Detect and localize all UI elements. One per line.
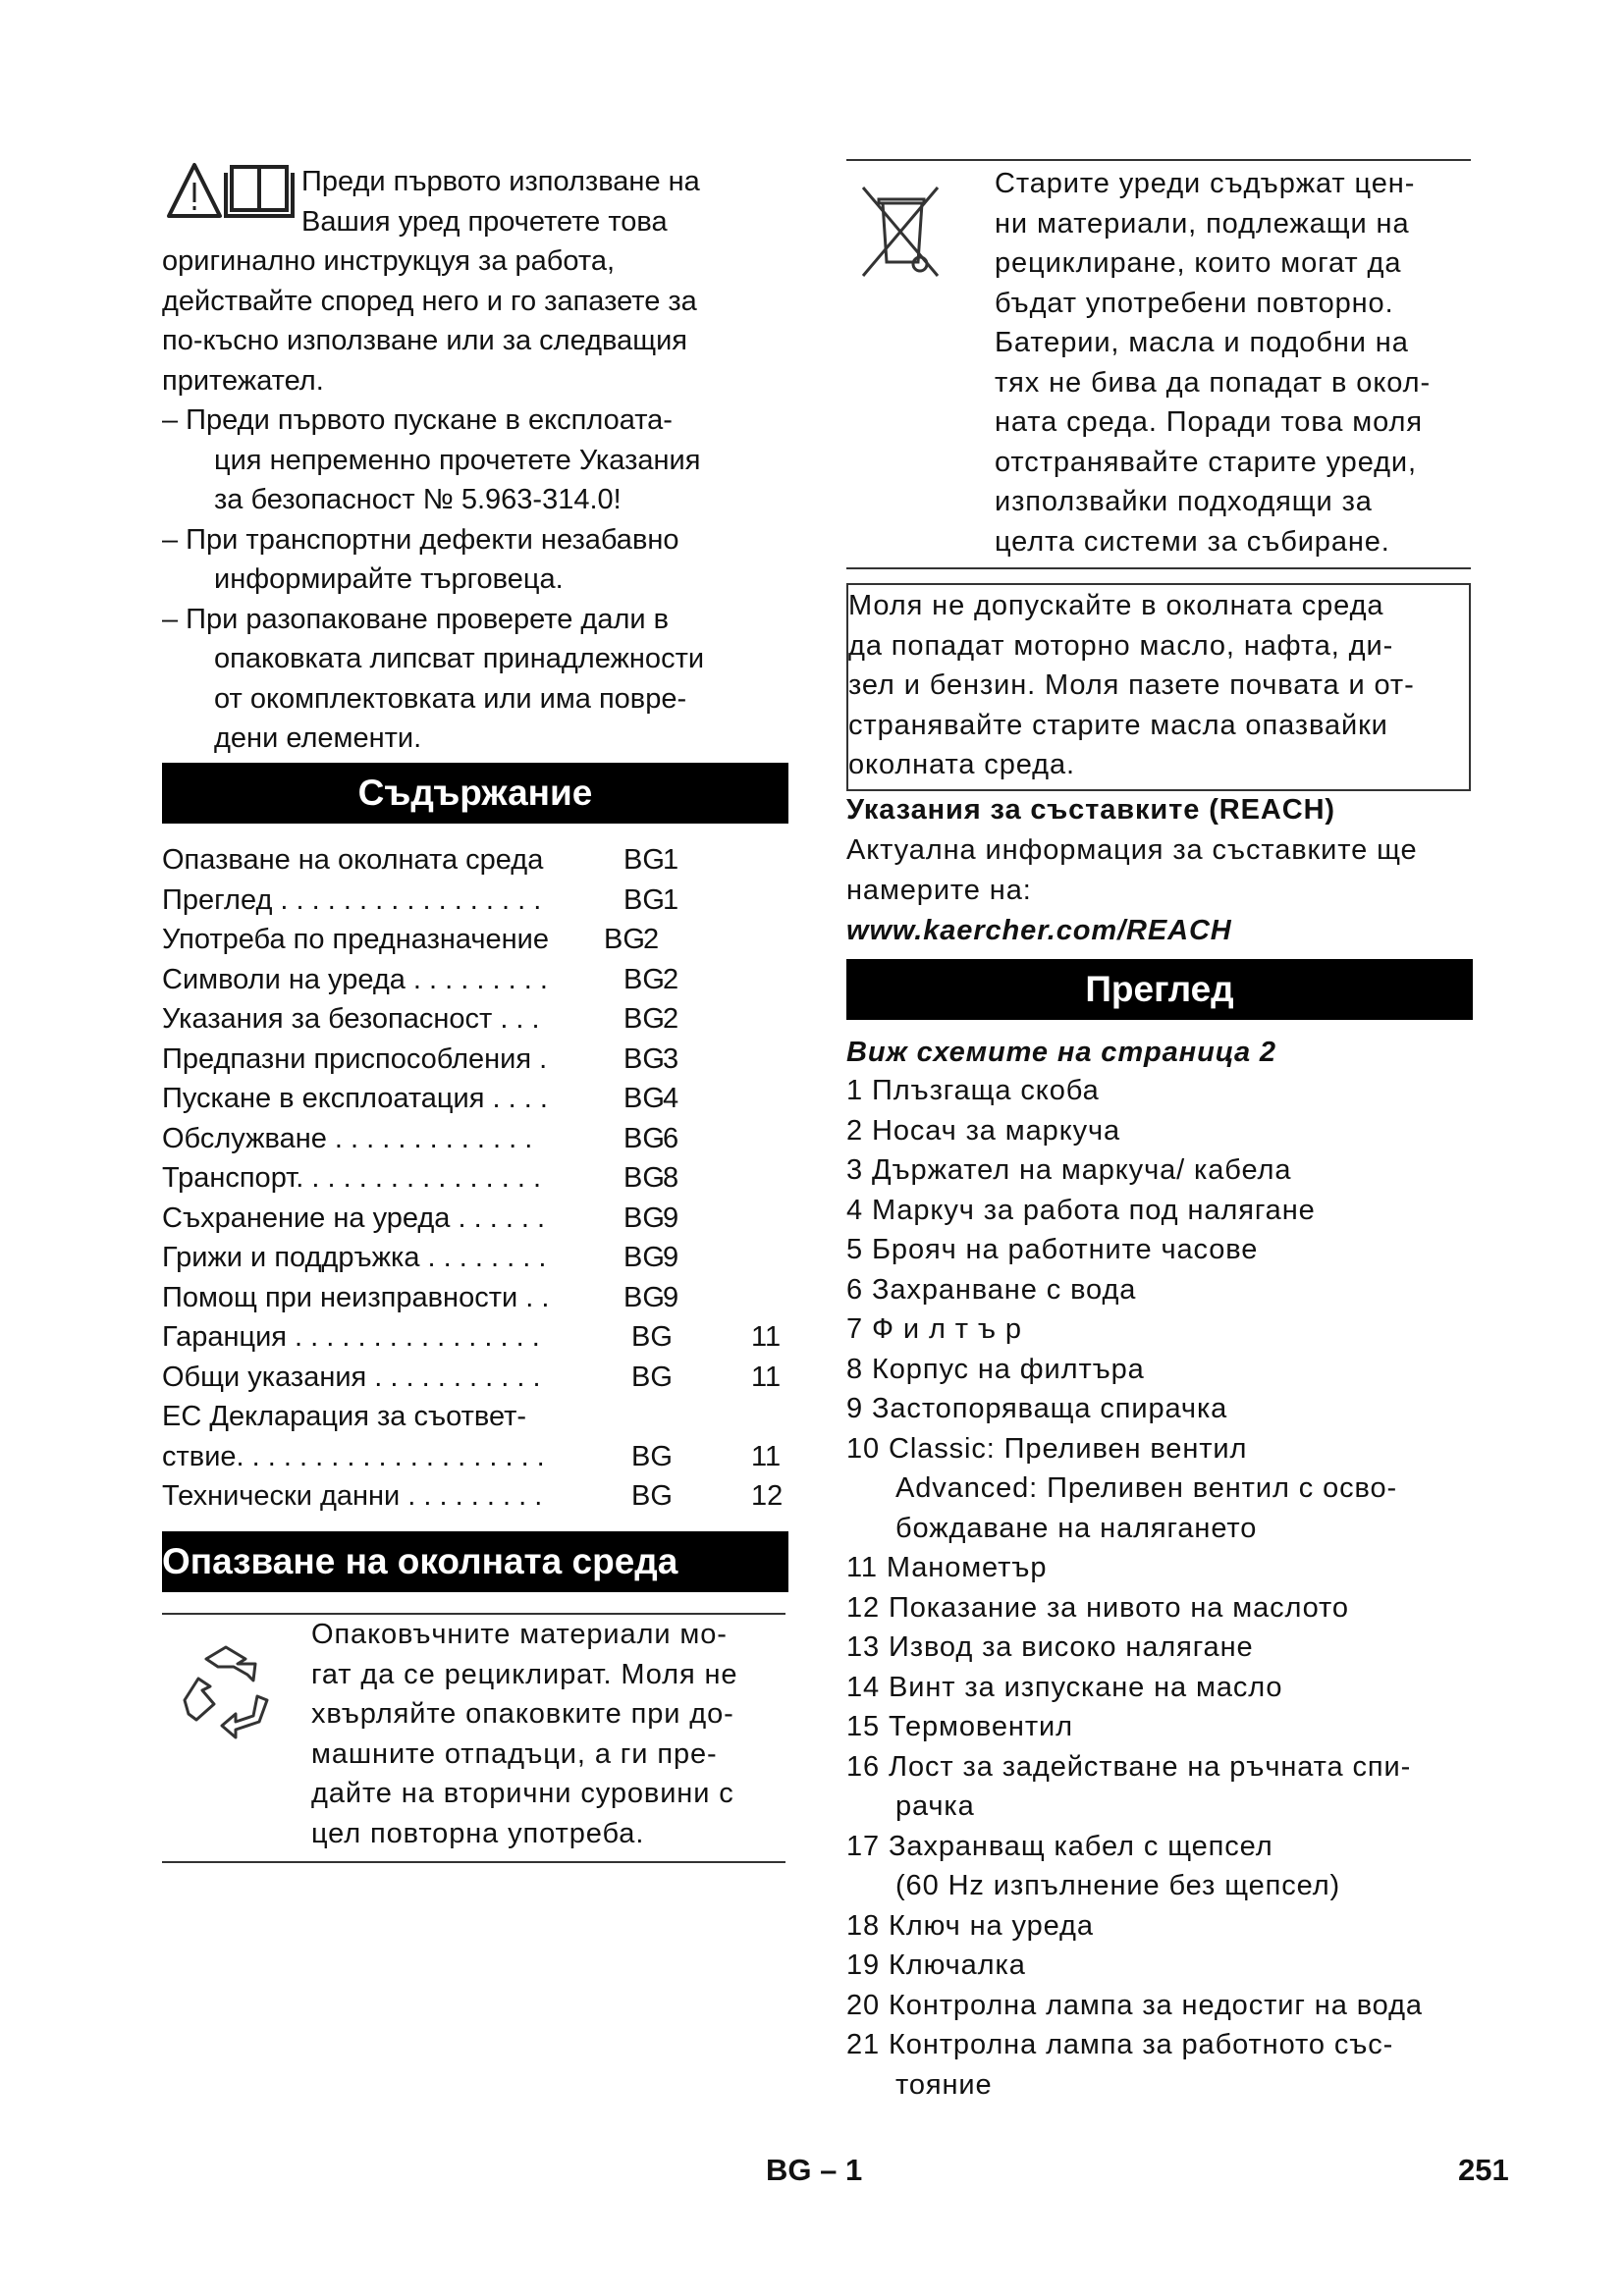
toc-entry[interactable] [162, 840, 790, 881]
toc-entry[interactable] [162, 1397, 790, 1437]
toc-entry-title: Общи указания . . . . . . . . . . . [162, 1361, 541, 1393]
list-item: 21 Контролна лампа за работното със- [846, 2029, 1394, 2060]
list-item: бождаване на налягането [895, 1512, 1258, 1544]
divider [162, 1861, 785, 1863]
text-line: използвайки подходящи за [995, 486, 1373, 517]
text-line: Старите уреди съдържат цен- [995, 168, 1416, 199]
text-line: действайте според него и го запазете за [162, 285, 697, 317]
table-of-contents [162, 840, 790, 1517]
toc-entry-title: Употреба по предназначение [162, 924, 549, 955]
toc-entry-title: Грижи и поддръжка . . . . . . . . [162, 1242, 547, 1273]
toc-entry-title: Предпазни приспособления . [162, 1042, 548, 1075]
list-item: 16 Лост за задействане на ръчната спи- [846, 1750, 1412, 1783]
toc-entry-title: Обслужване . . . . . . . . . . . . . [162, 1122, 533, 1154]
toc-entry[interactable] [162, 999, 790, 1040]
text-line: Вашия уред прочетете това [301, 205, 668, 238]
text-line: ни материали, подлежащи на [995, 207, 1410, 240]
text-line: цел повторна употреба. [311, 1817, 645, 1849]
text-line: от окомплектовката или има повре- [214, 682, 687, 715]
toc-entry-page: 11 [751, 1321, 782, 1353]
toc-entry-page: 12 [751, 1480, 784, 1512]
toc-entry-section: BG [623, 1083, 665, 1114]
text-line: рециклиране, които могат да [995, 247, 1402, 279]
toc-entry-page: 9 [663, 1281, 679, 1313]
toc-entry-title: ствие. . . . . . . . . . . . . . . . . . . . [162, 1440, 545, 1472]
list-item: 13 Извод за високо налягане [846, 1631, 1254, 1663]
intro-text [162, 162, 704, 759]
text-line: да попадат моторно масло, нафта, ди- [848, 629, 1394, 662]
reach-link[interactable]: www.kaercher.com/REACH [846, 915, 1232, 946]
toc-entry-section: BG [623, 883, 665, 916]
toc-entry[interactable] [162, 1119, 790, 1159]
toc-entry-page: 1 [663, 883, 679, 916]
toc-entry[interactable] [162, 920, 790, 960]
toc-entry-section: BG [623, 1162, 665, 1194]
old-devices-text [995, 164, 1431, 561]
list-item: 10 Classic: Преливен вентил [846, 1432, 1248, 1465]
text-line: хвърляйте опаковките при до- [311, 1698, 734, 1730]
crossed-bin-icon [859, 182, 943, 280]
toc-entry-title: Опазване на околната среда [162, 844, 544, 876]
toc-entry-section: BG [623, 844, 665, 876]
toc-entry-page: 6 [663, 1122, 679, 1154]
text-line: Опаковъчните материали мо- [311, 1619, 728, 1650]
text-line: оригинално инструкцуя за работа, [162, 245, 616, 277]
text-line: притежател. [162, 364, 324, 397]
list-item: 9 Застопоряваща спирачка [846, 1393, 1228, 1424]
list-item: 19 Ключалка [846, 1949, 1026, 1981]
toc-entry-section: BG [631, 1361, 673, 1393]
divider [846, 159, 1471, 161]
contents-heading: Съдържание [162, 763, 788, 824]
list-item: рачка [895, 1790, 975, 1822]
list-item: 1 Плъзгаща скоба [846, 1075, 1100, 1106]
list-item: 12 Показание за нивото на маслото [846, 1591, 1349, 1624]
overview-subheading: Виж схемите на страница 2 [846, 1037, 1276, 1068]
text-line: гат да се рециклират. Моля не [311, 1658, 738, 1690]
text-line: ция непременно прочетете Указания [214, 444, 701, 476]
text-line: опаковката липсват принадлежности [214, 643, 705, 674]
toc-entry-section: BG [623, 1122, 665, 1154]
list-item: 2 Носач за маркуча [846, 1114, 1121, 1147]
text-line: – Преди първото пускане в експлоата- [162, 404, 673, 436]
toc-entry-page: 2 [643, 924, 660, 955]
toc-entry-title: Гаранция . . . . . . . . . . . . . . . . [162, 1321, 540, 1353]
divider [846, 567, 1471, 569]
toc-entry-page: 9 [663, 1201, 679, 1234]
environment-heading: Опазване на околната среда [162, 1531, 788, 1592]
text-line: Преди първото използване на [301, 166, 700, 197]
text-line: информирайте търговеца. [214, 563, 564, 595]
toc-entry-section: BG [631, 1321, 673, 1353]
text-line: отстранявайте старите уреди, [995, 446, 1417, 478]
text-line: тях не бива да попадат в окол- [995, 366, 1432, 399]
toc-entry[interactable] [162, 1476, 790, 1517]
toc-entry-page: 8 [663, 1162, 679, 1194]
packaging-recycling-text [311, 1615, 737, 1853]
list-item: 6 Захранване с вода [846, 1273, 1137, 1306]
toc-entry-section: BG [623, 1042, 665, 1075]
list-item: 15 Термовентил [846, 1711, 1073, 1742]
recycle-icon [177, 1639, 275, 1747]
toc-entry-page: 2 [663, 1003, 679, 1035]
toc-entry[interactable] [162, 1238, 790, 1278]
toc-entry-page: 3 [663, 1042, 679, 1075]
toc-entry-page: 11 [751, 1361, 782, 1393]
toc-entry-section: BG [623, 1281, 665, 1313]
list-item: (60 Hz изпълнение без щепсел) [895, 1870, 1341, 1901]
toc-entry[interactable] [162, 1358, 790, 1398]
text-line: странявайте старите масла опазвайки [848, 709, 1388, 741]
text-line: целта системи за събиране. [995, 525, 1390, 558]
toc-entry-title: Транспорт. . . . . . . . . . . . . . . . [162, 1162, 542, 1194]
toc-entry-page: 1 [663, 844, 679, 876]
toc-entry-title: Преглед . . . . . . . . . . . . . . . . . [162, 883, 542, 916]
toc-entry[interactable] [162, 960, 790, 1000]
list-item: 5 Брояч на работните часове [846, 1234, 1259, 1265]
toc-entry-section: BG [623, 1242, 665, 1273]
list-item: 20 Контролна лампа за недостиг на вода [846, 1989, 1423, 2021]
text-line: околната среда. [848, 749, 1075, 780]
list-item: 3 Държател на маркуча/ кабела [846, 1154, 1292, 1186]
toc-entry-page: 2 [663, 963, 679, 995]
text-line: – При разопаковане проверете дали в [162, 603, 670, 635]
text-line: Моля не допускайте в околната среда [848, 590, 1384, 621]
list-item: 11 Манометър [846, 1552, 1048, 1583]
text-line: намерите на: [846, 874, 1032, 906]
toc-entry[interactable] [162, 1040, 790, 1080]
toc-entry-section: BG [631, 1480, 673, 1512]
toc-entry-title: Помощ при неизправности . . [162, 1281, 550, 1313]
toc-entry-title: Съхранение на уреда . . . . . . [162, 1201, 546, 1234]
text-line: – При транспортни дефекти незабавно [162, 523, 679, 556]
toc-entry-title: Символи на уреда . . . . . . . . . [162, 963, 548, 995]
oil-notice-text [848, 586, 1415, 785]
text-line: за безопасност № 5.963-314.0! [214, 484, 622, 515]
toc-entry[interactable] [162, 1199, 790, 1239]
text-line: Актуална информация за съставките ще [846, 834, 1418, 866]
toc-entry-section: BG [623, 1003, 665, 1035]
footer-section-label: BG – 1 [766, 2153, 863, 2187]
reach-text [846, 830, 1418, 910]
overview-heading: Преглед [846, 959, 1473, 1020]
text-line: Батерии, масла и подобни на [995, 327, 1409, 358]
page-number: 251 [1458, 2153, 1509, 2187]
list-item: тояние [895, 2068, 993, 2101]
overview-parts-list [846, 1071, 1423, 2105]
toc-entry-page: 4 [663, 1083, 679, 1114]
text-line: бъдат употребени повторно. [995, 287, 1394, 319]
toc-entry-page: 9 [663, 1242, 679, 1273]
toc-entry-title: ЕС Декларация за съответ- [162, 1401, 527, 1432]
toc-entry-section: BG [623, 963, 665, 995]
list-item: 18 Ключ на уреда [846, 1909, 1094, 1942]
toc-entry[interactable] [162, 1437, 790, 1477]
text-line: машните отпадъци, а ги пре- [311, 1737, 718, 1770]
toc-entry-section: BG [623, 1201, 665, 1234]
text-line: дайте на вторични суровини с [311, 1778, 734, 1809]
list-item: 8 Корпус на филтъра [846, 1353, 1145, 1385]
list-item: 7 Ф и л т ъ р [846, 1313, 1022, 1345]
text-line: зел и бензин. Моля пазете почвата и от- [848, 669, 1415, 701]
toc-entry[interactable] [162, 881, 790, 921]
list-item: 17 Захранващ кабел с щепсел [846, 1830, 1273, 1862]
list-item: Advanced: Преливен вентил с осво- [895, 1472, 1398, 1504]
toc-entry-page: 11 [751, 1440, 782, 1472]
reach-heading: Указания за съставките (REACH) [846, 794, 1335, 826]
toc-entry-title: Пускане в експлоатация . . . . [162, 1083, 548, 1114]
toc-entry-title: Указания за безопасност . . . [162, 1003, 540, 1035]
toc-entry-title: Технически данни . . . . . . . . . [162, 1480, 543, 1512]
toc-entry-section: BG [604, 924, 645, 955]
text-line: по-късно използване или за следващия [162, 325, 687, 356]
list-item: 14 Винт за изпускане на масло [846, 1671, 1283, 1703]
toc-entry-section: BG [631, 1440, 673, 1472]
text-line: ната среда. Поради това моля [995, 406, 1423, 438]
text-line: дени елементи. [214, 722, 422, 754]
list-item: 4 Маркуч за работа под налягане [846, 1194, 1316, 1226]
toc-entry[interactable] [162, 1158, 790, 1199]
toc-entry[interactable] [162, 1079, 790, 1119]
toc-entry[interactable] [162, 1278, 790, 1318]
toc-entry[interactable] [162, 1317, 790, 1358]
